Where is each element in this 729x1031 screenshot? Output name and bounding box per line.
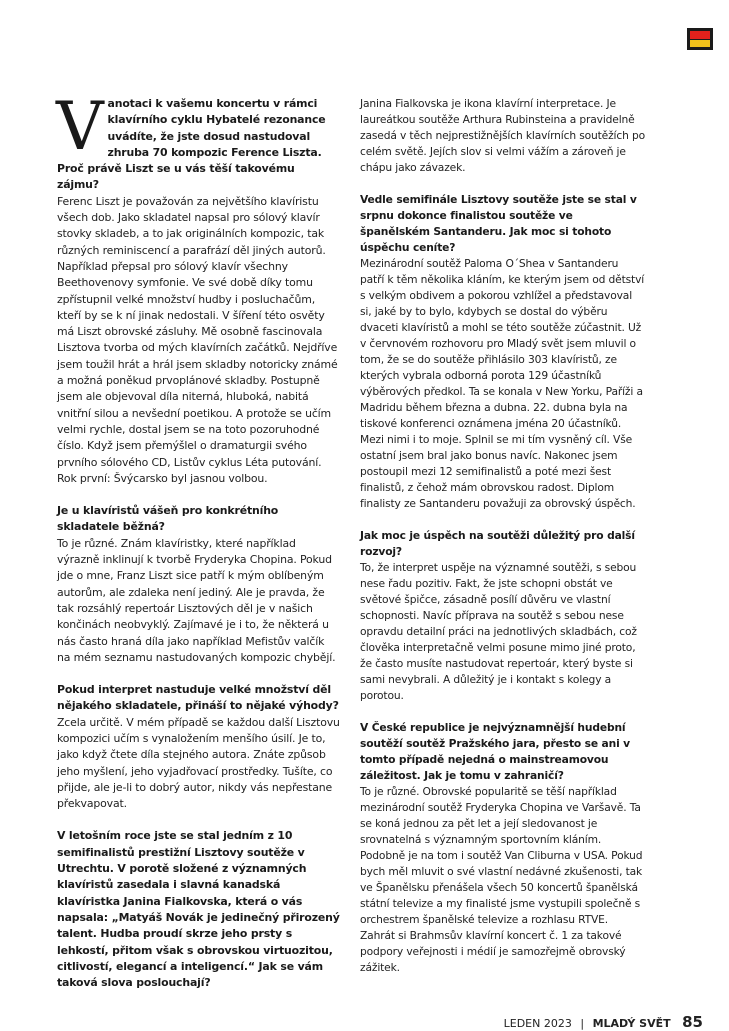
answer-2: To je různé. Znám klavíristky, které například výrazně inklinují k tvorbě Fryderyka Chopina. Pokud jde o mne, Franz Liszt sice patří k mým oblíbeným autorům, ale zdaleka není jediný. Ale je pravda, že tak rozsáhlý repertoár Lisztových děl je v našich končinách neobvyklý. Zajímavé je i to, že některá u nás často hraná díla jako například Mefistův valčík na mém seznamu nastudovaných kompozic chybějí.	[57, 536, 336, 664]
question-7: V České republice je nejvýznamnější hudební soutěží soutěž Pražského jara, přesto se ani v tomto případě nejedná o mainstreamovou záležitost. Jak je tomu v zahraničí?	[360, 721, 630, 782]
footer-separator: |	[580, 1017, 585, 1030]
question-3: Pokud interpret nastuduje velké množství děl nějakého skladatele, přináší to nějaké výhody?	[57, 683, 339, 713]
right-column	[360, 96, 645, 976]
page-footer	[504, 1013, 703, 1031]
question-4: V letošním roce jste se stal jedním z 10 semifinalistů prestižní Lisztovy soutěže v Utrechtu. V porotě složené z významných klavíristů zasedala i slavná kanadská klavíristka Janina Fialkovska, která o vás napsala: „Matyáš Novák je jedinečný přirozený talent. Hudba proudí skrze jeho prsty s lehkostí, přitom však s obrovskou virtuozitou, citlivostí, elegancí a inteligencí.“ Jak se vám taková slova poslouchají?	[57, 829, 340, 990]
drop-cap: V	[56, 88, 104, 165]
question-2: Je u klavíristů vášeň pro konkrétního skladatele běžná?	[57, 504, 279, 534]
question-5: Vedle semifinále Lisztovy soutěže jste se stal v srpnu dokonce finalistou soutěže ve španělském Santanderu. Jak moc si tohoto úspěchu ceníte?	[360, 193, 637, 254]
magazine-name: MLADÝ SVĚT	[592, 1017, 671, 1030]
issue-date: LEDEN 2023	[503, 1017, 572, 1030]
answer-3: Zcela určitě. V mém případě se každou další Lisztovu kompozici učím s vynaložením menšího úsilí. Je to, jako když čtete díla stejného autora. Znáte způsob jeho myšlení, jeho vyjadřovací prostředky. Tušíte, co přijde, ale je-li to dobrý autor, nikdy vás nepřestane překvapovat.	[57, 715, 340, 811]
answer-6: To, že interpret uspěje na významné soutěži, s sebou nese řadu pozitiv. Fakt, že jste schopni obstát ve světové špičce, zásadně posílí důvěru ve vlastní schopnosti. Navíc příprava na soutěž s sebou nese opravdu detailní práci na jednotlivých skladbách, což člověka interpretačně velmi posune mimo jiné proto, že často musíte nastudovat repertoár, který byste si sami nevybrali. A důležitý je i kontakt s kolegy a porotou.	[360, 561, 637, 702]
logo-yellow-block	[690, 40, 710, 47]
answer-4: Janina Fialkovska je ikona klavírní interpretace. Je laureátkou soutěže Arthura Rubinsteina a pravidelně zasedá v těch nejprestižnějších klavírních soutěžích po celém světě. Jejích slov si velmi vážím a zároveň je chápu jako závazek.	[360, 97, 645, 174]
question-6: Jak moc je úspěch na soutěži důležitý pro další rozvoj?	[360, 529, 635, 558]
answer-1: Ferenc Liszt je považován za největšího klavíristu všech dob. Jako skladatel napsal pro sólový klavír stovky skladeb, a to jak originálních kompozic, tak různých reminiscencí a parafrází děl jiných autorů. Například přepsal pro sólový klavír všechny Beethovenovy symfonie. Ve své době díky tomu zpřístupnil velké množství hudby i posluchačům, kteří by se k ní jinak nedostali. V šíření této osvěty má Liszt obrovské zásluhy. Mě osobně fascinovala Lisztova tvorba od mých klavírních začátků. Nejdříve jsem toužil hrát a hrál jsem skladby notoricky známé a možná poněkud prvoplánové skladby. Postupně jsem ale objevoval díla niterná, hluboká, nabitá vnitřní silou a nevšední poetikou. A protože se učím velmi rychle, dostal jsem se na toto pozoruhodné číslo. Když jsem přemýšlel o dramaturgii svého prvního sólového CD, Listův cyklus Léta putování. Rok první: Švýcarsko byl jasnou volbou.	[57, 194, 338, 485]
logo-red-block	[690, 31, 710, 39]
left-column	[56, 88, 340, 991]
magazine-logo	[687, 28, 713, 50]
question-1: anotaci k vašemu koncertu v rámci klavírního cyklu Hybatelé rezonance uvádíte, že jste dosud nastudoval zhruba 70 kompozic Ference Liszta. Proč právě Liszt se u vás těší takovému zájmu?	[57, 97, 326, 192]
answer-7: To je různé. Obrovské popularitě se těší například mezinárodní soutěž Fryderyka Chopina ve Varšavě. Ta se koná jednou za pět let a její sledovanost je srovnatelná s významným sportovním kláním. Podobně je na tom i soutěž Van Cliburna v USA. Pokud bych měl mluvit o své vlastní nedávné zkušenosti, tak ve Španělsku přenášela všech 50 koncertů španělská státní televize a my finalisté jsme vystupili společně s orchestrem španělské televize a rozhlasu RTVE. Zahrát si Brahmsův klavírní koncert č. 1 za takové podpory veřejnosti i médií je samozřejmě obrovský zážitek.	[360, 785, 643, 974]
answer-5: Mezinárodní soutěž Paloma O´Shea v Santanderu patří k těm několika kláním, ke kterým jsem od dětství s velkým obdivem a pokorou vzhlížel a představoval si, jaké by to bylo, kdybych se dostal do výběru dvaceti klavíristů a mohl se této soutěže zúčastnit. Už v červnovém rozhovoru pro Mladý svět jsem mluvil o tom, že se do soutěže přihlásilo 303 klavíristů, ze kterých vybrala odborná porota 129 účastníků výběrových předkol. Ta se konala v New Yorku, Paříži a Madridu během března a dubna. 22. dubna byla na tiskové konferenci oznámena jména 20 účastníků. Mezi nimi i to moje. Splnil se mi tím vysněný cíl. Vše ostatní jsem bral jako bonus navíc. Nakonec jsem postoupil mezi 12 semifinalistů a poté mezi šest finalistů, z čehož mám obrovskou radost. Diplom finalisty ze Santanderu považuji za obrovský úspěch.	[360, 257, 645, 510]
page-number: 85	[682, 1013, 703, 1031]
